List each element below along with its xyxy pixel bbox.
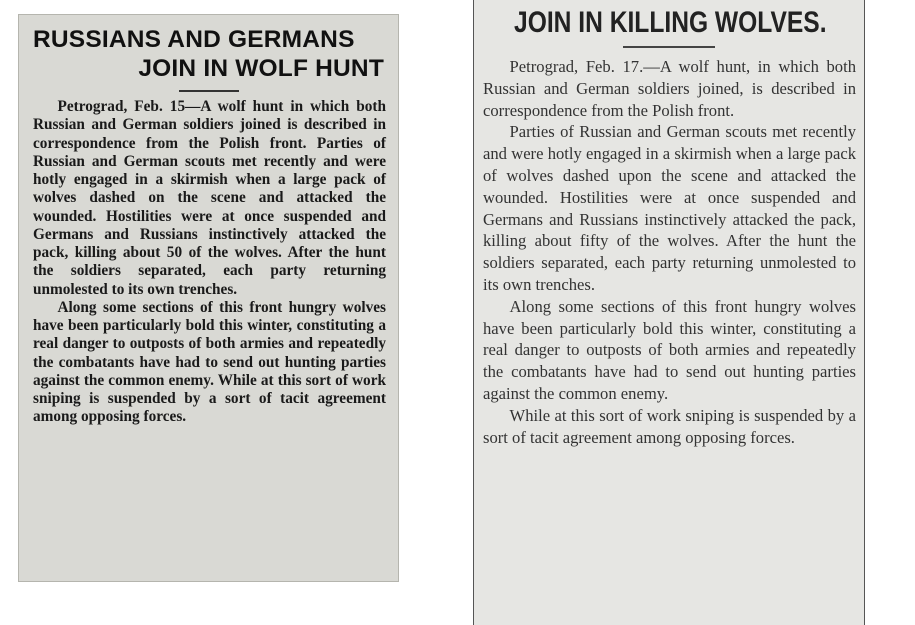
left-paragraph: Petrograd, Feb. 15—A wolf hunt in which both Russian and German soldiers joined is described in correspondence from the Polish front. Parties of Russian and German scouts met recently and were hotly engaged in a skirmish when a large pack of wolves dashed on the scene and attacked the wounded. Hostilities were at once suspended and Germans and Russians instinctively attacked the pack, killing about 50 of the wolves. After the hunt the soldiers separated, each party returning unmolested to its own trenches.	[33, 98, 386, 298]
right-headline-rule	[623, 46, 715, 48]
right-paragraph: Parties of Russian and German scouts met recently and were hotly engaged in a skirmish when a large pack of wolves dashed upon the scene and attacked the wounded. Hostilities were at once suspended and Germans and Russians instinctively attacked the pack, killing about fifty of the wolves. After the hunt the soldiers separated, each party returning unmolested to its own trenches.	[483, 122, 856, 294]
left-newspaper-clipping	[18, 14, 399, 582]
right-newspaper-clipping	[473, 0, 865, 625]
right-headline: JOIN IN KILLING WOLVES.	[514, 6, 827, 39]
left-paragraph: Along some sections of this front hungry wolves have been particularly bold this winter, constituting a real danger to outposts of both armies and repeatedly the combatants have had to send out hunting parties against the common enemy. While at this sort of work sniping is suspended by a sort of tacit agreement among opposing forces.	[33, 298, 386, 426]
left-headline-rule	[179, 90, 239, 92]
left-headline-line1: RUSSIANS AND GERMANS	[33, 26, 355, 53]
right-paragraph: While at this sort of work sniping is suspended by a sort of tacit agreement among opposing forces.	[483, 405, 856, 447]
left-article-body	[33, 98, 386, 427]
right-paragraph: Along some sections of this front hungry wolves have been particularly bold this winter, constituting a real danger to outposts of both armies and repeatedly the combatants have had to send out hunting parties against the common enemy.	[483, 296, 856, 403]
right-article-body	[483, 56, 856, 448]
left-headline	[33, 25, 386, 83]
left-headline-line2: JOIN IN WOLF HUNT	[138, 55, 384, 82]
right-paragraph: Petrograd, Feb. 17.—A wolf hunt, in which both Russian and German soldiers joined, is described in correspondence from the Polish front.	[483, 57, 856, 120]
